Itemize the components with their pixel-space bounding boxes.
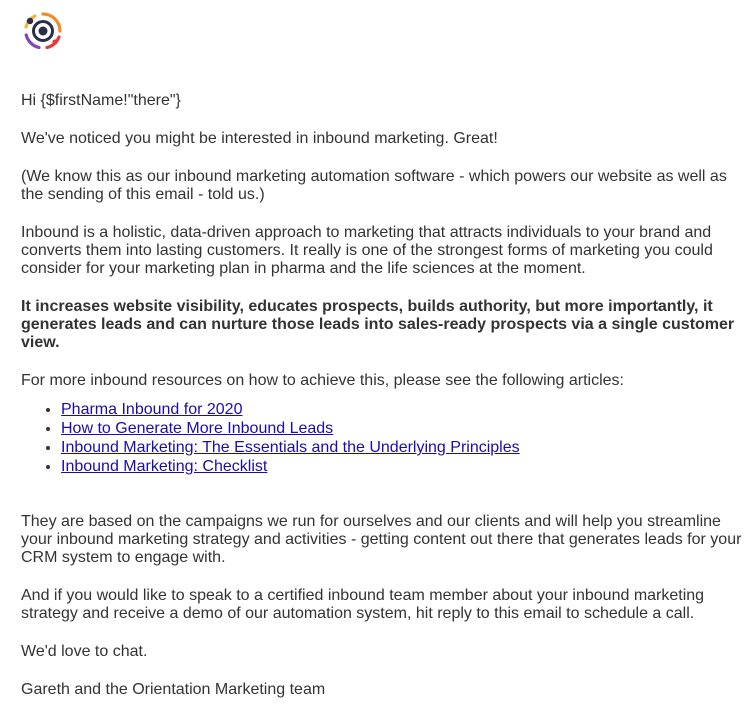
greeting: Hi {$firstName!"there"} [21, 92, 181, 109]
based-on-paragraph: They are based on the campaigns we run for ourselves and our clients and will help you streamline your inbound marketing strategy and activities - getting content out there that generates leads for your CRM system to engage with. [21, 513, 742, 566]
resources-intro: For more inbound resources on how to achieve this, please see the following articles: [21, 372, 624, 389]
parenthetical-paragraph: (We know this as our inbound marketing automation software - which powers our website as well as the sending of this email - told us.) [21, 168, 727, 203]
list-item [61, 457, 743, 476]
list-item [61, 438, 743, 457]
speak-paragraph: And if you would like to speak to a certified inbound team member about your inbound marketing strategy and receive a demo of our automation system, hit reply to this email to schedule a call. [21, 587, 705, 622]
email-body [21, 92, 743, 699]
list-item [61, 400, 743, 419]
holistic-paragraph: Inbound is a holistic, data-driven approach to marketing that attracts individuals to your brand and converts them into lasting customers. It really is one of the strongest forms of marketing you could consider for your marketing plan in pharma and the life sciences at the moment. [21, 224, 713, 277]
list-item [61, 419, 743, 438]
chat-paragraph: We'd love to chat. [21, 643, 148, 660]
link-checklist[interactable]: Inbound Marketing: Checklist [61, 458, 268, 475]
link-essentials-principles[interactable]: Inbound Marketing: The Essentials and the Underlying Principles [61, 439, 520, 456]
bold-statement: It increases website visibility, educates prospects, builds authority, but more importantly, it generates leads and can nurture those leads into sales-ready prospects via a single customer view. [21, 298, 735, 351]
link-pharma-inbound-2020[interactable]: Pharma Inbound for 2020 [61, 401, 243, 418]
noticed-paragraph: We've noticed you might be interested in inbound marketing. Great! [21, 130, 498, 147]
orientation-marketing-logo-icon [21, 9, 65, 53]
link-generate-inbound-leads[interactable]: How to Generate More Inbound Leads [61, 420, 334, 437]
article-links-list [21, 400, 743, 476]
signoff: Gareth and the Orientation Marketing team [21, 681, 326, 698]
